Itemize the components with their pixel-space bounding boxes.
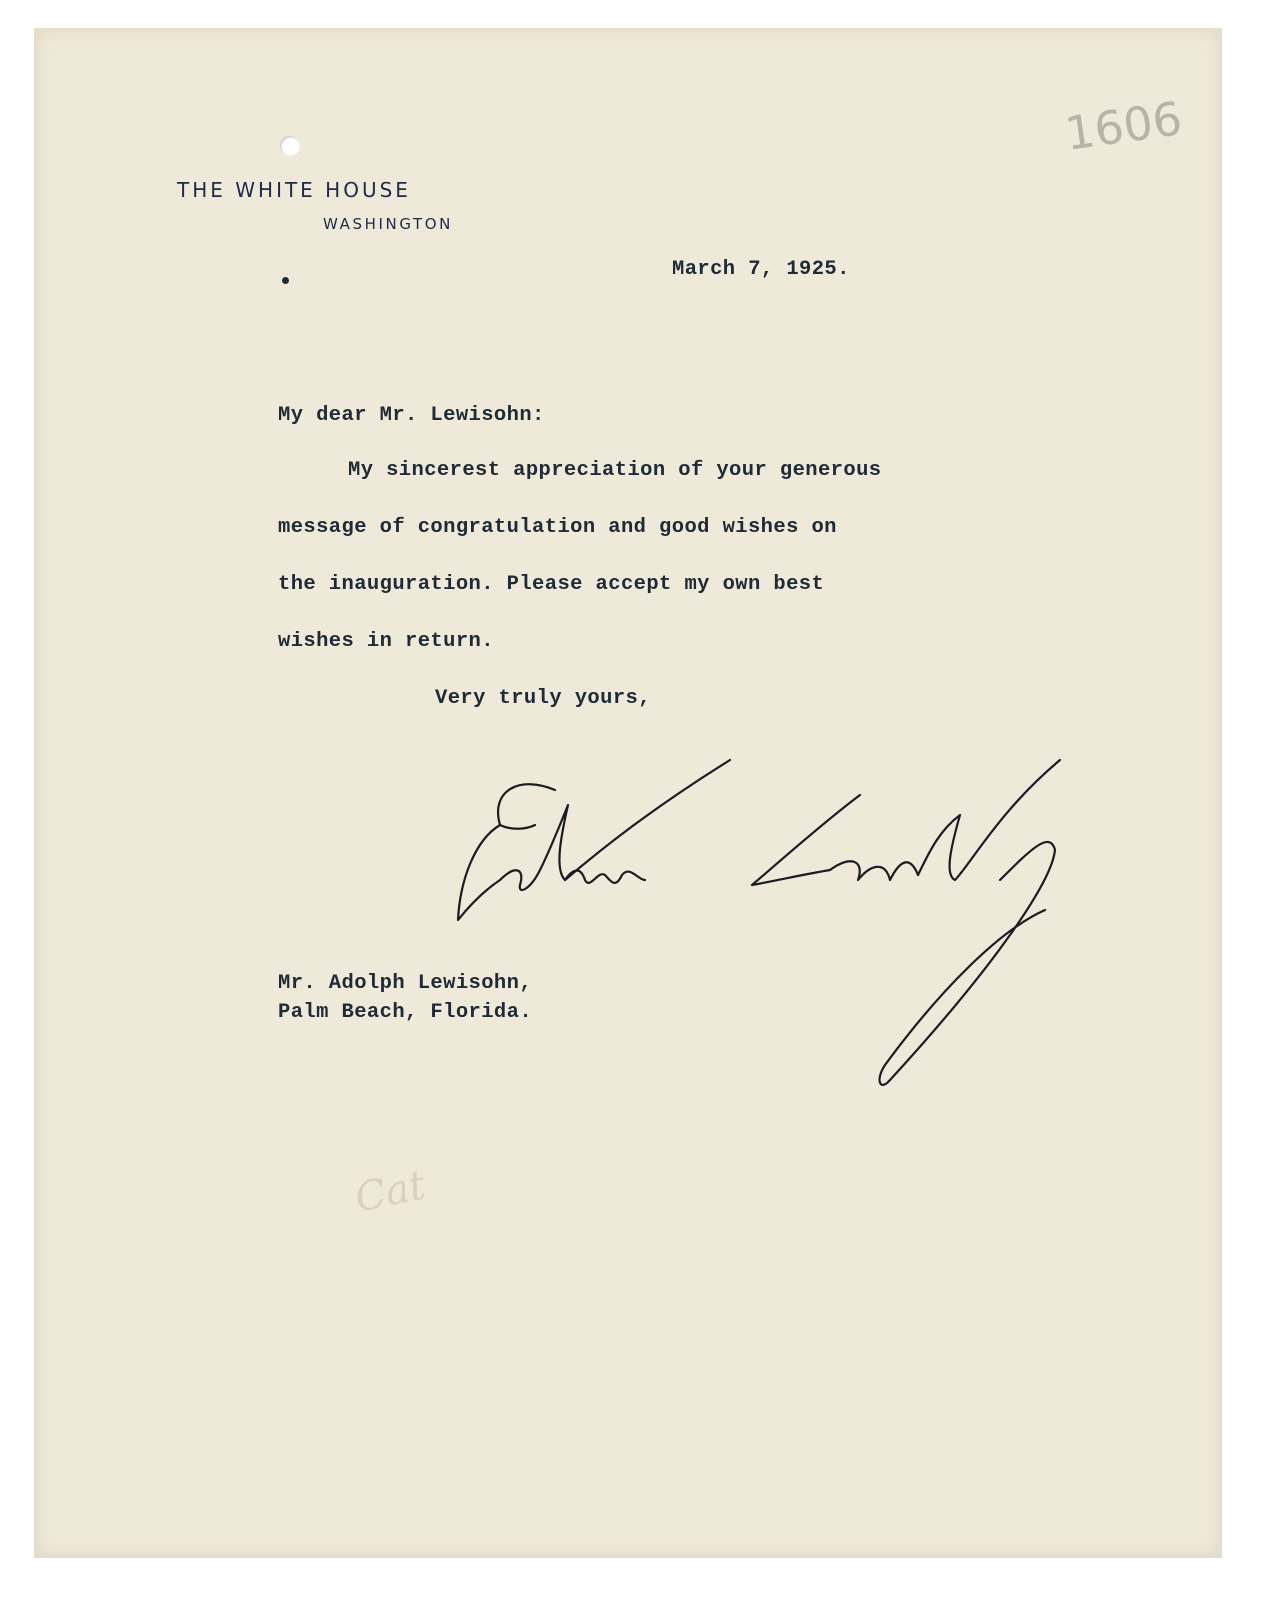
body-line: wishes in return. xyxy=(278,630,494,653)
letter-date: March 7, 1925. xyxy=(672,258,850,281)
body-line: the inauguration. Please accept my own best xyxy=(278,573,825,596)
closing: Very truly yours, xyxy=(435,687,651,710)
pencil-archive-number: 1606 xyxy=(1061,91,1186,161)
salutation: My dear Mr. Lewisohn: xyxy=(278,404,545,427)
typed-dot-mark xyxy=(282,277,289,284)
pencil-note: Cat xyxy=(350,1162,430,1222)
punch-hole xyxy=(280,136,300,156)
recipient-address: Palm Beach, Florida. xyxy=(278,1001,533,1024)
letterhead-city: WASHINGTON xyxy=(323,215,453,233)
body-line: message of congratulation and good wishes on xyxy=(278,516,837,539)
letterhead-title: THE WHITE HOUSE xyxy=(177,178,411,202)
body-line: My sincerest appreciation of your generous xyxy=(348,459,882,482)
recipient-name: Mr. Adolph Lewisohn, xyxy=(278,972,533,995)
handwritten-signature xyxy=(440,730,1090,1100)
